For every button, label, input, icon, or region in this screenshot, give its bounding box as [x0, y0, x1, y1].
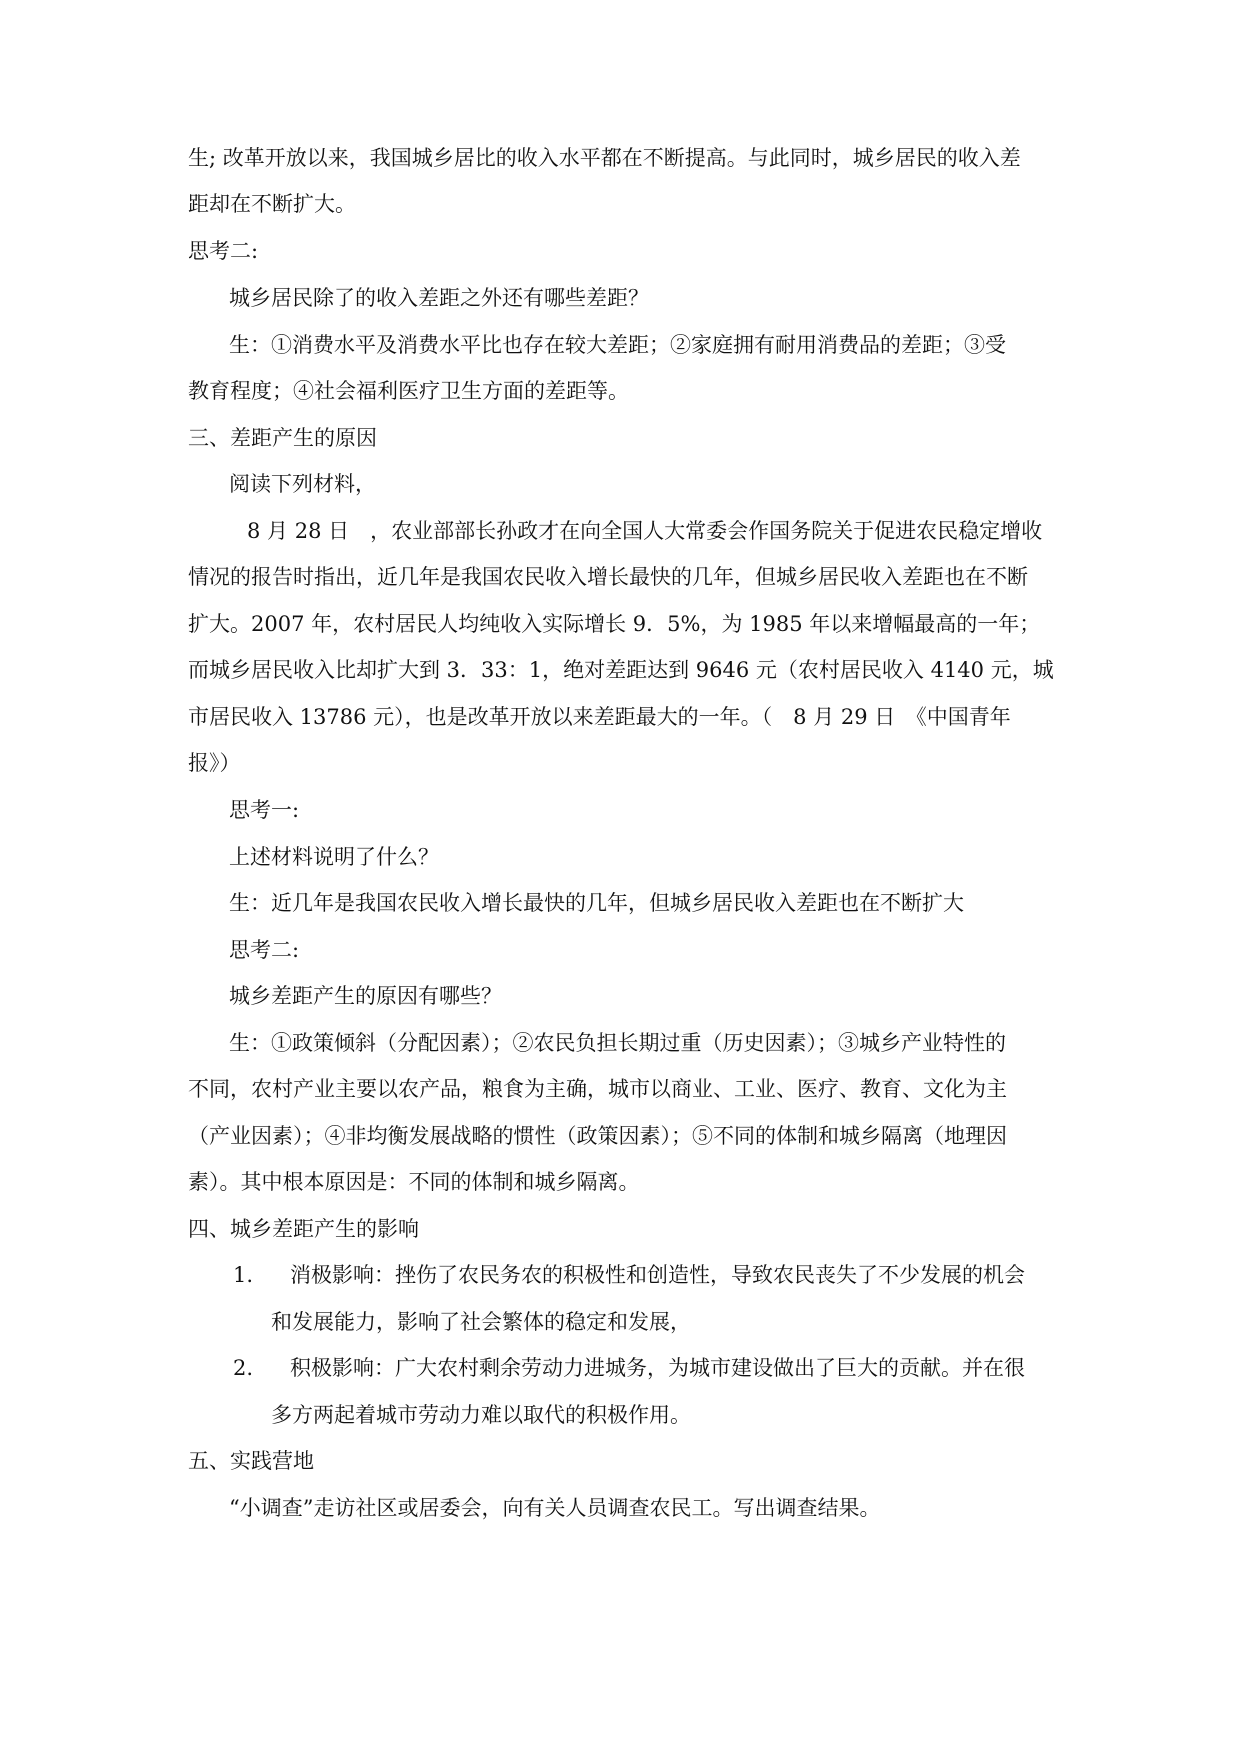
heading-think: 思考二:: [188, 239, 259, 263]
heading-think: 思考二:: [229, 938, 300, 962]
question-line: 上述材料说明了什么？: [229, 845, 439, 869]
paragraph-line: 扩大。2007 年，农村居民人均纯收入实际增长 9．5%，为 1985 年以来增幅最高的一年；: [188, 612, 1041, 636]
paragraph-line: 教育程度；④社会福利医疗卫生方面的差距等。: [188, 379, 629, 403]
paragraph-line: 8 月 28 日 ，农业部部长孙政才在向全国人大常委会作国务院关于促进农民稳定增收: [247, 519, 1043, 543]
list-text: 消极影响：挫伤了农民务农的积极性和创造性，导致农民丧失了不少发展的机会: [290, 1263, 1025, 1287]
paragraph-line: 而城乡居民收入比却扩大到 3．33：1，绝对差距达到 9646 元（农村居民收入 4140 元，城: [188, 658, 1054, 682]
heading-think: 思考一:: [229, 798, 300, 822]
list-number: 1.: [233, 1263, 254, 1287]
paragraph-line: （产业因素）；④非均衡发展战略的惯性（政策因素）；⑤不同的体制和城乡隔离（地理因: [188, 1124, 1007, 1148]
answer-line: 生：近几年是我国农民收入增长最快的几年，但城乡居民收入差距也在不断扩大: [229, 891, 964, 915]
paragraph-line: 阅读下列材料，: [229, 472, 376, 496]
paragraph-line: 生; 改革开放以来，我国城乡居比的收入水平都在不断提高。与此同时，城乡居民的收入差: [188, 146, 1021, 170]
answer-line: 生：①消费水平及消费水平比也存在较大差距；②家庭拥有耐用消费品的差距；③受: [229, 333, 1006, 357]
list-text: 积极影响：广大农村剩余劳动力进城务，为城市建设做出了巨大的贡献。并在很: [290, 1356, 1025, 1380]
paragraph-line: 距却在不断扩大。: [188, 192, 356, 216]
list-text-continuation: 和发展能力，影响了社会繁体的稳定和发展，: [271, 1310, 691, 1334]
question-line: 城乡居民除了的收入差距之外还有哪些差距？: [229, 286, 649, 310]
question-line: 城乡差距产生的原因有哪些？: [229, 984, 502, 1008]
paragraph-line: 不同，农村产业主要以农产品，粮食为主确，城市以商业、工业、医疗、教育、文化为主: [188, 1077, 1007, 1101]
paragraph-line: 情况的报告时指出，近几年是我国农民收入增长最快的几年，但城乡居民收入差距也在不断: [188, 565, 1028, 589]
section-heading: 三、差距产生的原因: [188, 426, 377, 450]
paragraph-line: 市居民收入 13786 元），也是改革开放以来差距最大的一年。（ 8 月 29 日 《中国青年: [188, 705, 1011, 729]
section-heading: 五、实践营地: [188, 1449, 314, 1473]
paragraph-line: 报》）: [188, 751, 241, 775]
paragraph-line: 素）。其中根本原因是：不同的体制和城乡隔离。: [188, 1170, 640, 1194]
answer-line: 生：①政策倾斜（分配因素）；②农民负担长期过重（历史因素）；③城乡产业特性的: [229, 1031, 1006, 1055]
list-text-continuation: 多方两起着城市劳动力难以取代的积极作用。: [271, 1403, 691, 1427]
list-number: 2.: [233, 1356, 254, 1380]
paragraph-line: “小调查”走访社区或居委会，向有关人员调查农民工。写出调查结果。: [229, 1496, 881, 1520]
section-heading: 四、城乡差距产生的影响: [188, 1217, 419, 1241]
